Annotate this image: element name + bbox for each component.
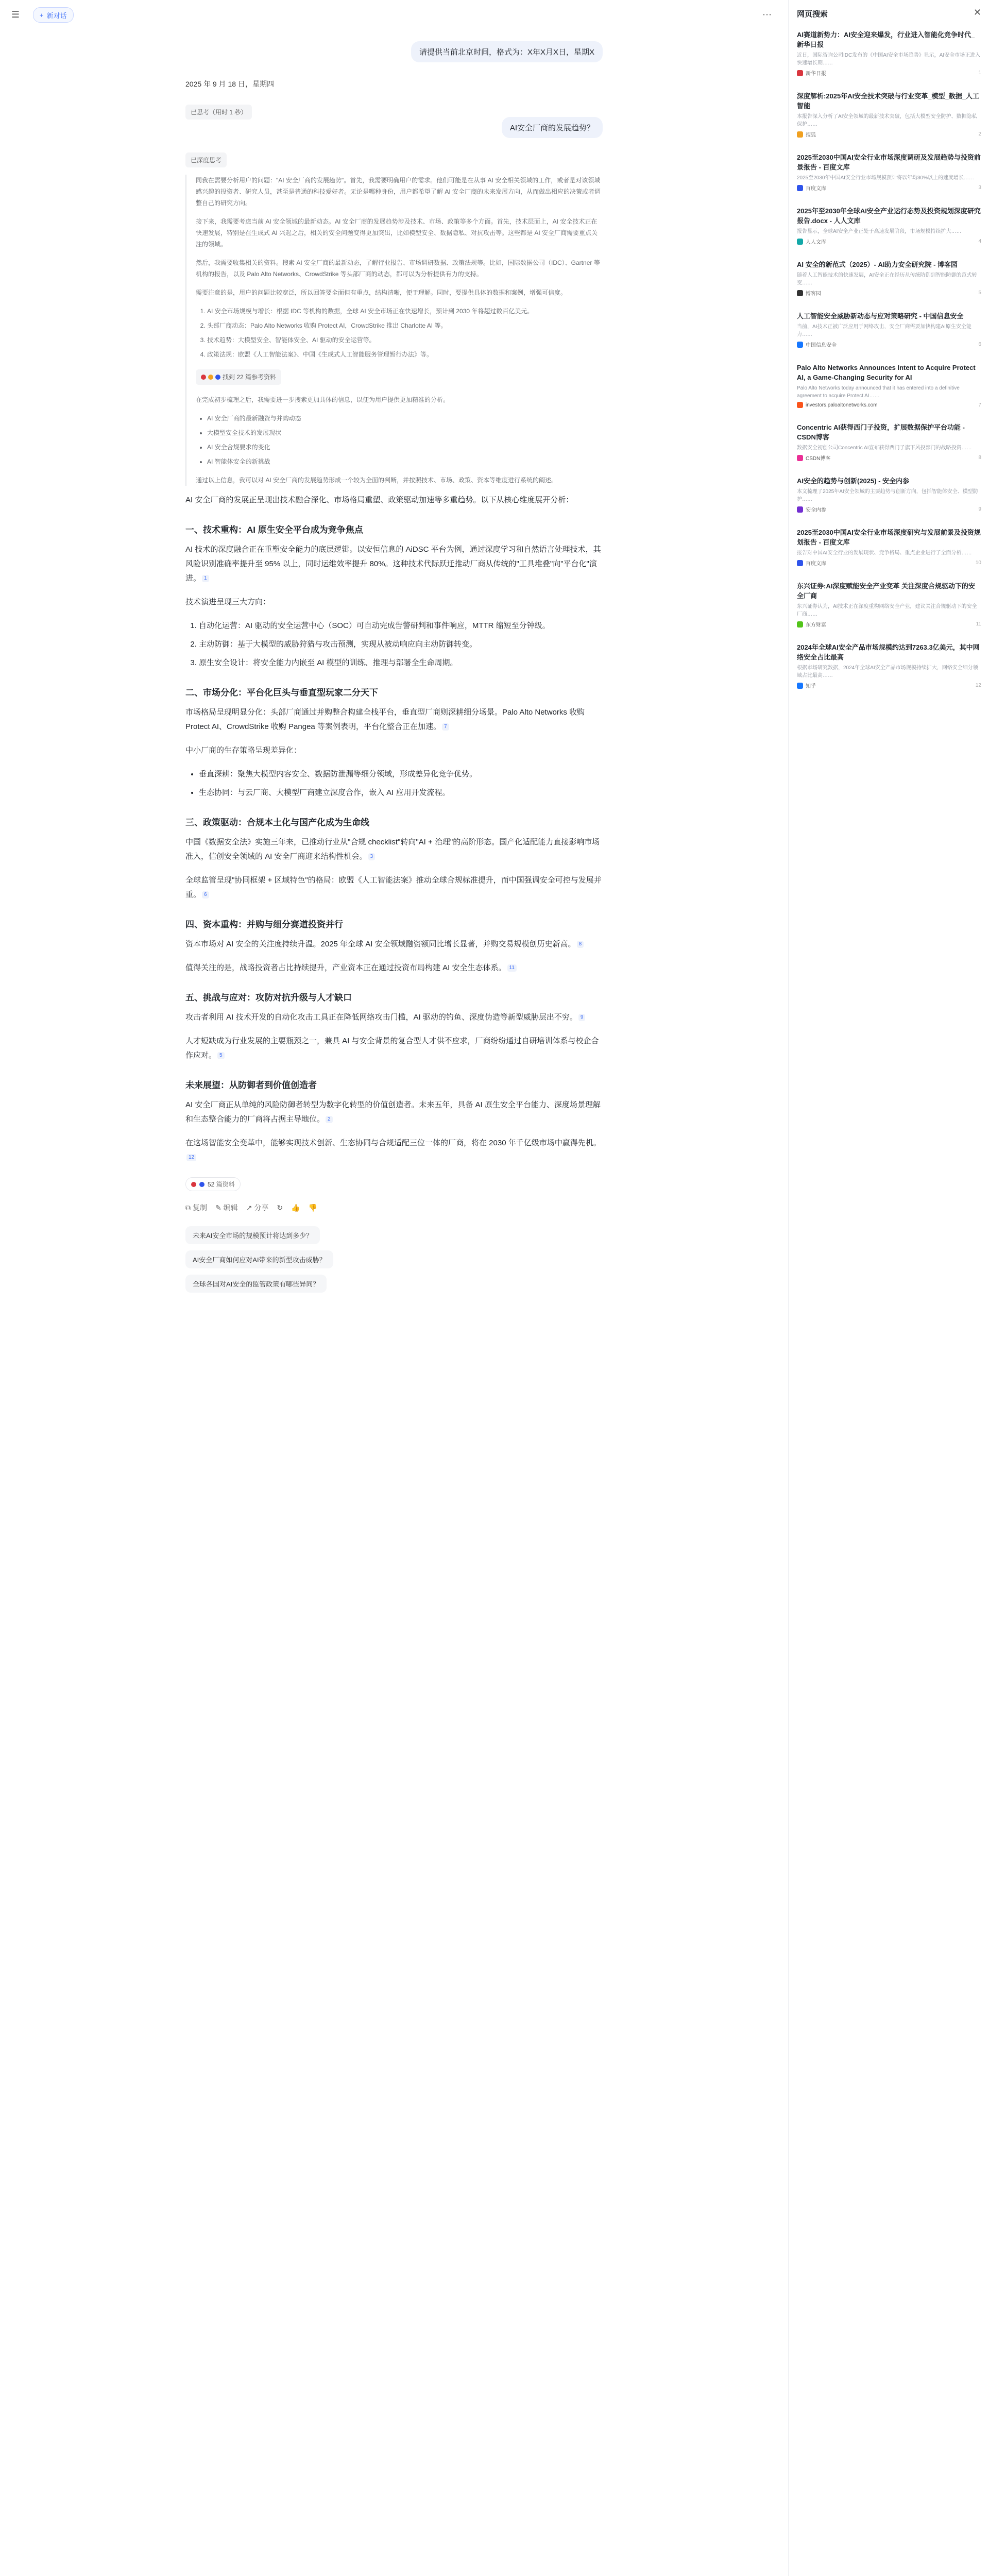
source-dot-icon bbox=[199, 1182, 204, 1187]
suggestion-chip[interactable]: AI安全厂商如何应对AI带来的新型攻击威胁？ bbox=[185, 1250, 333, 1268]
section-paragraph: 人才短缺成为行业发展的主要瓶颈之一，兼具 AI 与安全背景的复合型人才供不应求，厂商纷纷通过自研培训体系与校企合作应对。 5 bbox=[185, 1037, 599, 1060]
search-result-item[interactable]: AI赛道新势力：AI安全迎来爆发，行业进入智能化竞争时代_新华日报 近日，国际咨询公司IDC发布的《中国AI安全市场趋势》显示，AI安全市场正进入快速增长期…… 新华日报 1 bbox=[797, 31, 981, 77]
section-paragraph: 值得关注的是，战略投资者占比持续提升，产业资本正在通过投资布局构建 AI 安全生态体系。 11 bbox=[185, 961, 603, 975]
user-message-1: 请提供当前北京时间，格式为：X年X月X日，星期X bbox=[411, 41, 603, 62]
list-item: • 垂直深耕：聚焦大模型内容安全、数据防泄漏等细分领域，形成差异化竞争优势。 bbox=[199, 767, 603, 782]
sidebar-toggle-icon[interactable]: ☰ bbox=[11, 9, 20, 20]
list-item: • AI 安全厂商的最新融资与并购动态 bbox=[207, 413, 603, 424]
citation-badge[interactable]: 5 bbox=[217, 1052, 225, 1059]
citation-badge[interactable]: 6 bbox=[202, 891, 209, 899]
think-paragraph: 通过以上信息，我可以对 AI 安全厂商的发展趋势形成一个较为全面的判断，并按照技术、市场、政策、资本等维度进行系统的阐述。 bbox=[196, 477, 558, 484]
think-paragraph: 然后，我需要收集相关的资料。搜索 AI 安全厂商的最新动态，了解行业报告、市场调研数据、政策法规等。比如，国际数据公司（IDC）、Gartner 等机构的报告，以及 Palo Alto Networks、CrowdStrike 等头部厂商的动态，都可以为分析提供有力的支持。 bbox=[196, 259, 600, 278]
think-content bbox=[185, 175, 603, 486]
site-icon bbox=[797, 185, 803, 191]
search-result-item[interactable]: 2025年至2030年全球AI安全产业运行态势及投资规划深度研究报告.docx - 人人文库 报告显示，全球AI安全产业正处于高速发展阶段，市场规模持续扩大…… 人人文库 4 bbox=[797, 207, 981, 245]
search-result-item[interactable]: Palo Alto Networks Announces Intent to Acquire Protect AI, a Game-Changing Security for AI Palo Alto Networks today announced that it has entered into a definitive agreement to acquire Protect AI…… investors.paloaltonetworks.com 7 bbox=[797, 364, 981, 408]
site-icon bbox=[797, 621, 803, 628]
panel-title: 网页搜索 bbox=[797, 10, 828, 19]
citation-badge[interactable]: 3 bbox=[368, 853, 376, 860]
source-dot-icon bbox=[208, 375, 213, 380]
section-title: 三、政策驱动：合规本土化与国产化成为生命线 bbox=[185, 818, 369, 827]
search-result-item[interactable]: 2024年全球AI安全产品市场规模约达到7263.3亿美元，其中网络安全占比最高 根据市场研究数据，2024年全球AI安全产品市场规模持续扩大，网络安全细分领域占比最高…… 知乎 12 bbox=[797, 643, 981, 689]
search-result-item[interactable]: 2025至2030中国AI安全行业市场深度研究与发展前景及投资规划报告 - 百度文库 报告对中国AI安全行业的发展现状、竞争格局、重点企业进行了全面分析…… 百度文库 10 bbox=[797, 529, 981, 567]
think-toggle-2[interactable]: 已深度思考 bbox=[185, 152, 227, 167]
plus-icon: + bbox=[40, 11, 44, 19]
site-icon bbox=[797, 402, 803, 408]
top-bar bbox=[0, 0, 757, 29]
source-dot-icon bbox=[201, 375, 206, 380]
think-list bbox=[196, 306, 603, 360]
site-icon bbox=[797, 290, 803, 296]
copy-icon: ⧉ bbox=[185, 1203, 191, 1212]
think-paragraph: 在完成初步梳理之后，我需要进一步搜索更加具体的信息，以便为用户提供更加精准的分析。 bbox=[196, 396, 450, 403]
source-dot-icon bbox=[215, 375, 220, 380]
suggestion-chip[interactable]: 未来AI安全市场的规模预计将达到多少？ bbox=[185, 1226, 320, 1244]
list-item: 1. AI 安全市场规模与增长：根据 IDC 等机构的数据，全球 AI 安全市场正在快速增长，预计到 2030 年将超过数百亿美元。 bbox=[207, 306, 603, 317]
section-paragraph: 中国《数据安全法》实施三年来，已推动行业从"合规 checklist"转向"AI + 治理"的高阶形态。国产化适配能力直接影响市场准入，信创安全领域的 AI 安全厂商迎来结构性机会。 3 bbox=[185, 838, 600, 861]
web-search-panel bbox=[788, 0, 989, 2576]
site-icon bbox=[797, 506, 803, 513]
citation-badge[interactable]: 1 bbox=[202, 575, 209, 582]
citation-badge[interactable]: 11 bbox=[507, 964, 517, 972]
list-item: 1. 自动化运营：AI 驱动的安全运营中心（SOC）可自动完成告警研判和事件响应，MTTR 缩短至分钟级。 bbox=[199, 619, 603, 633]
think-paragraph: 接下来，我需要考虑当前 AI 安全领域的最新动态。AI 安全厂商的发展趋势涉及技术、市场、政策等多个方面。首先，技术层面上，AI 安全技术正在快速发展，特别是在生成式 AI 兴起之后，相关的安全问题变得更加突出，比如模型安全、数据隐私、对抗攻击等。这些都是 AI 安全厂商需要重点关注的领域。 bbox=[196, 218, 598, 248]
think-list bbox=[196, 413, 603, 467]
list-item: 2. 主动防御：基于大模型的威胁狩猎与攻击预测，实现从被动响应向主动防御转变。 bbox=[199, 637, 603, 652]
section-paragraph: 攻击者利用 AI 技术开发的自动化攻击工具正在降低网络攻击门槛，AI 驱动的钓鱼、深度伪造等新型威胁层出不穷。 9 bbox=[185, 1010, 603, 1025]
citation-badge[interactable]: 2 bbox=[326, 1116, 333, 1123]
search-result-item[interactable]: 人工智能安全威胁新动态与应对策略研究 - 中国信息安全 当前，AI技术正被广泛应用于网络攻击，安全厂商需要加快构建AI原生安全能力…… 中国信息安全 6 bbox=[797, 312, 981, 348]
citation-badge[interactable]: 7 bbox=[442, 723, 449, 731]
search-result-item[interactable]: Concentric AI获得西门子投资，扩展数据保护平台功能 - CSDN博客 数据安全初创公司Concentric AI宣布获得西门子旗下风投部门的战略投资…… CSDN博客 8 bbox=[797, 423, 981, 462]
section-title: 四、资本重构：并购与细分赛道投资并行 bbox=[185, 920, 343, 929]
site-icon bbox=[797, 683, 803, 689]
search-result-item[interactable]: 2025至2030中国AI安全行业市场深度调研及发展趋势与投资前景报告 - 百度文库 2025至2030年中国AI安全行业市场规模预计将以年均30%以上的速度增长…… 百度文库 3 bbox=[797, 154, 981, 192]
section-paragraph: 中小厂商的生存策略呈现差异化： bbox=[185, 746, 302, 755]
section-list bbox=[185, 767, 603, 800]
answer-intro: AI 安全厂商的发展正呈现出技术融合深化、市场格局重塑、政策驱动加速等多重趋势。以下从核心维度展开分析： bbox=[185, 496, 574, 504]
share-button[interactable]: ↗ 分享 bbox=[246, 1203, 269, 1212]
search-result-item[interactable]: AI 安全的新范式（2025）- AI助力安全研究院 - 博客园 随着人工智能技术的快速发展，AI安全正在经历从传统防御到智能防御的范式转变…… 博客园 5 bbox=[797, 261, 981, 297]
section-list bbox=[185, 619, 603, 670]
share-icon: ↗ bbox=[246, 1203, 252, 1212]
source-dot-icon bbox=[191, 1182, 196, 1187]
more-options-icon[interactable]: ⋯ bbox=[762, 9, 772, 20]
site-icon bbox=[797, 560, 803, 566]
search-results-pill[interactable] bbox=[196, 369, 281, 385]
search-result-item[interactable]: 东兴证券:AI深度赋能安全产业变革 关注深度合规驱动下的安全厂商 东兴证券认为，AI技术正在深度重构网络安全产业，建议关注合规驱动下的安全厂商…… 东方财富 11 bbox=[797, 582, 981, 628]
sources-label: 52 篇资料 bbox=[208, 1181, 235, 1188]
thumbs-up-icon[interactable]: 👍 bbox=[291, 1203, 300, 1212]
site-icon bbox=[797, 342, 803, 348]
section-title: 一、技术重构：AI 原生安全平台成为竞争焦点 bbox=[185, 525, 363, 535]
site-icon bbox=[797, 70, 803, 76]
search-pill-label: 找到 22 篇参考资料 bbox=[223, 374, 277, 381]
section-paragraph: AI 安全厂商正从单纯的风险防御者转型为数字化转型的价值创造者。未来五年，具备 AI 原生安全平台能力、深度场景理解和生态整合能力的厂商将占据主导地位。 2 bbox=[185, 1100, 601, 1124]
section-paragraph: 技术演进呈现三大方向： bbox=[185, 598, 271, 606]
section-title: 二、市场分化：平台化巨头与垂直型玩家二分天下 bbox=[185, 688, 378, 698]
section-title: 五、挑战与应对：攻防对抗升级与人才缺口 bbox=[185, 993, 352, 1003]
section-title: 未来展望：从防御者到价值创造者 bbox=[185, 1080, 317, 1090]
section-paragraph: AI 技术的深度融合正在重塑安全能力的底层逻辑。以安恒信息的 AiDSC 平台为例，通过深度学习和自然语言处理技术，其风险识别准确率提升至 95% 以上，同时运维效率提升 80%。这种技术代际跃迁推动厂商从传统的"工具堆叠"向"平台化"演进。 1 bbox=[185, 545, 601, 583]
list-item: • 大模型安全技术的发展现状 bbox=[207, 427, 603, 438]
user-message-2: AI安全厂商的发展趋势？ bbox=[502, 117, 603, 138]
edit-icon: ✎ bbox=[215, 1203, 221, 1212]
message-actions bbox=[185, 1202, 603, 1213]
list-item: • AI 智能体安全的新挑战 bbox=[207, 456, 603, 467]
think-paragraph: 需要注意的是，用户的问题比较宽泛，所以回答要全面但有重点，结构清晰，便于理解。同时，要提供具体的数据和案例，增强可信度。 bbox=[196, 289, 567, 296]
citation-badge[interactable]: 12 bbox=[186, 1154, 196, 1161]
copy-button[interactable]: ⧉ 复制 bbox=[185, 1203, 207, 1212]
list-item: • AI 安全合规要求的变化 bbox=[207, 442, 603, 453]
list-item: 3. 技术趋势：大模型安全、智能体安全、AI 驱动的安全运营等。 bbox=[207, 334, 603, 346]
list-item: 4. 政策法规：欧盟《人工智能法案》、中国《生成式人工智能服务管理暂行办法》等。 bbox=[207, 349, 603, 360]
new-chat-label: 新对话 bbox=[46, 11, 67, 20]
think-paragraph: 同我在需要分析用户的问题："AI 安全厂商的发展趋势"。首先，我需要明确用户的需求。他们可能是在从事 AI 安全相关领域的工作，或者是对该领域感兴趣的投资者、研究人员，甚至是普通的科技爱好者。无论是哪种身份，用户都希望了解 AI 安全厂商的未来发展方向，从而做出相应的决策或者调整自己的研究方向。 bbox=[196, 177, 601, 207]
site-icon bbox=[797, 239, 803, 245]
search-results-list bbox=[797, 30, 981, 704]
section-paragraph: 全球监管呈现"协同框架 + 区域特色"的格局：欧盟《人工智能法案》推动全球合规标准提升，而中国强调安全可控与发展并重。 6 bbox=[185, 876, 602, 899]
date-answer: 2025 年 9 月 18 日，星期四 bbox=[185, 80, 274, 88]
list-item: • 生态协同：与云厂商、大模型厂商建立深度合作，嵌入 AI 应用开发流程。 bbox=[199, 786, 603, 800]
site-icon bbox=[797, 455, 803, 461]
section-paragraph: 市场格局呈现明显分化：头部厂商通过并购整合构建全栈平台，垂直型厂商则深耕细分场景。Palo Alto Networks 收购 Protect AI、CrowdStrike 收购 Pangea 等案例表明，平台化整合正在加速。 7 bbox=[185, 708, 585, 731]
list-item: 2. 头部厂商动态：Palo Alto Networks 收购 Protect AI，CrowdStrike 推出 Charlotte AI 等。 bbox=[207, 320, 603, 331]
search-result-item[interactable]: AI安全的趋势与创新(2025) - 安全内参 本文梳理了2025年AI安全领域的主要趋势与创新方向，包括智能体安全、模型防护…… 安全内参 9 bbox=[797, 477, 981, 513]
suggestion-chip[interactable]: 全球各国对AI安全的监管政策有哪些异同？ bbox=[185, 1275, 327, 1293]
answer-content bbox=[185, 493, 603, 1165]
section-paragraph: 资本市场对 AI 安全的关注度持续升温。2025 年全球 AI 安全领域融资额同比增长显著，并购交易规模创历史新高。 8 bbox=[185, 937, 603, 952]
conversation-area bbox=[185, 29, 603, 1293]
sources-button[interactable] bbox=[185, 1177, 241, 1191]
search-result-item[interactable]: 深度解析:2025年AI安全技术突破与行业变革_模型_数据_人工智能 本报告深入分析了AI安全领域的最新技术突破，包括大模型安全防护、数据隐私保护…… 搜狐 2 bbox=[797, 92, 981, 138]
think-toggle-1[interactable]: 已思考（用时 1 秒） bbox=[185, 105, 252, 120]
new-chat-button[interactable] bbox=[33, 7, 74, 23]
thumbs-down-icon[interactable]: 👎 bbox=[308, 1203, 318, 1212]
site-icon bbox=[797, 131, 803, 138]
edit-button[interactable]: ✎ 编辑 bbox=[215, 1203, 238, 1212]
section-paragraph: 在这场智能安全变革中，能够实现技术创新、生态协同与合规适配三位一体的厂商，将在 2030 年千亿级市场中赢得先机。12 bbox=[185, 1139, 601, 1160]
regenerate-icon[interactable]: ↻ bbox=[277, 1203, 283, 1212]
list-item: 3. 原生安全设计：将安全能力内嵌至 AI 模型的训练、推理与部署全生命周期。 bbox=[199, 656, 603, 670]
citation-badge[interactable]: 8 bbox=[577, 941, 584, 948]
close-icon[interactable]: ✕ bbox=[973, 7, 981, 18]
citation-badge[interactable]: 9 bbox=[578, 1014, 586, 1021]
